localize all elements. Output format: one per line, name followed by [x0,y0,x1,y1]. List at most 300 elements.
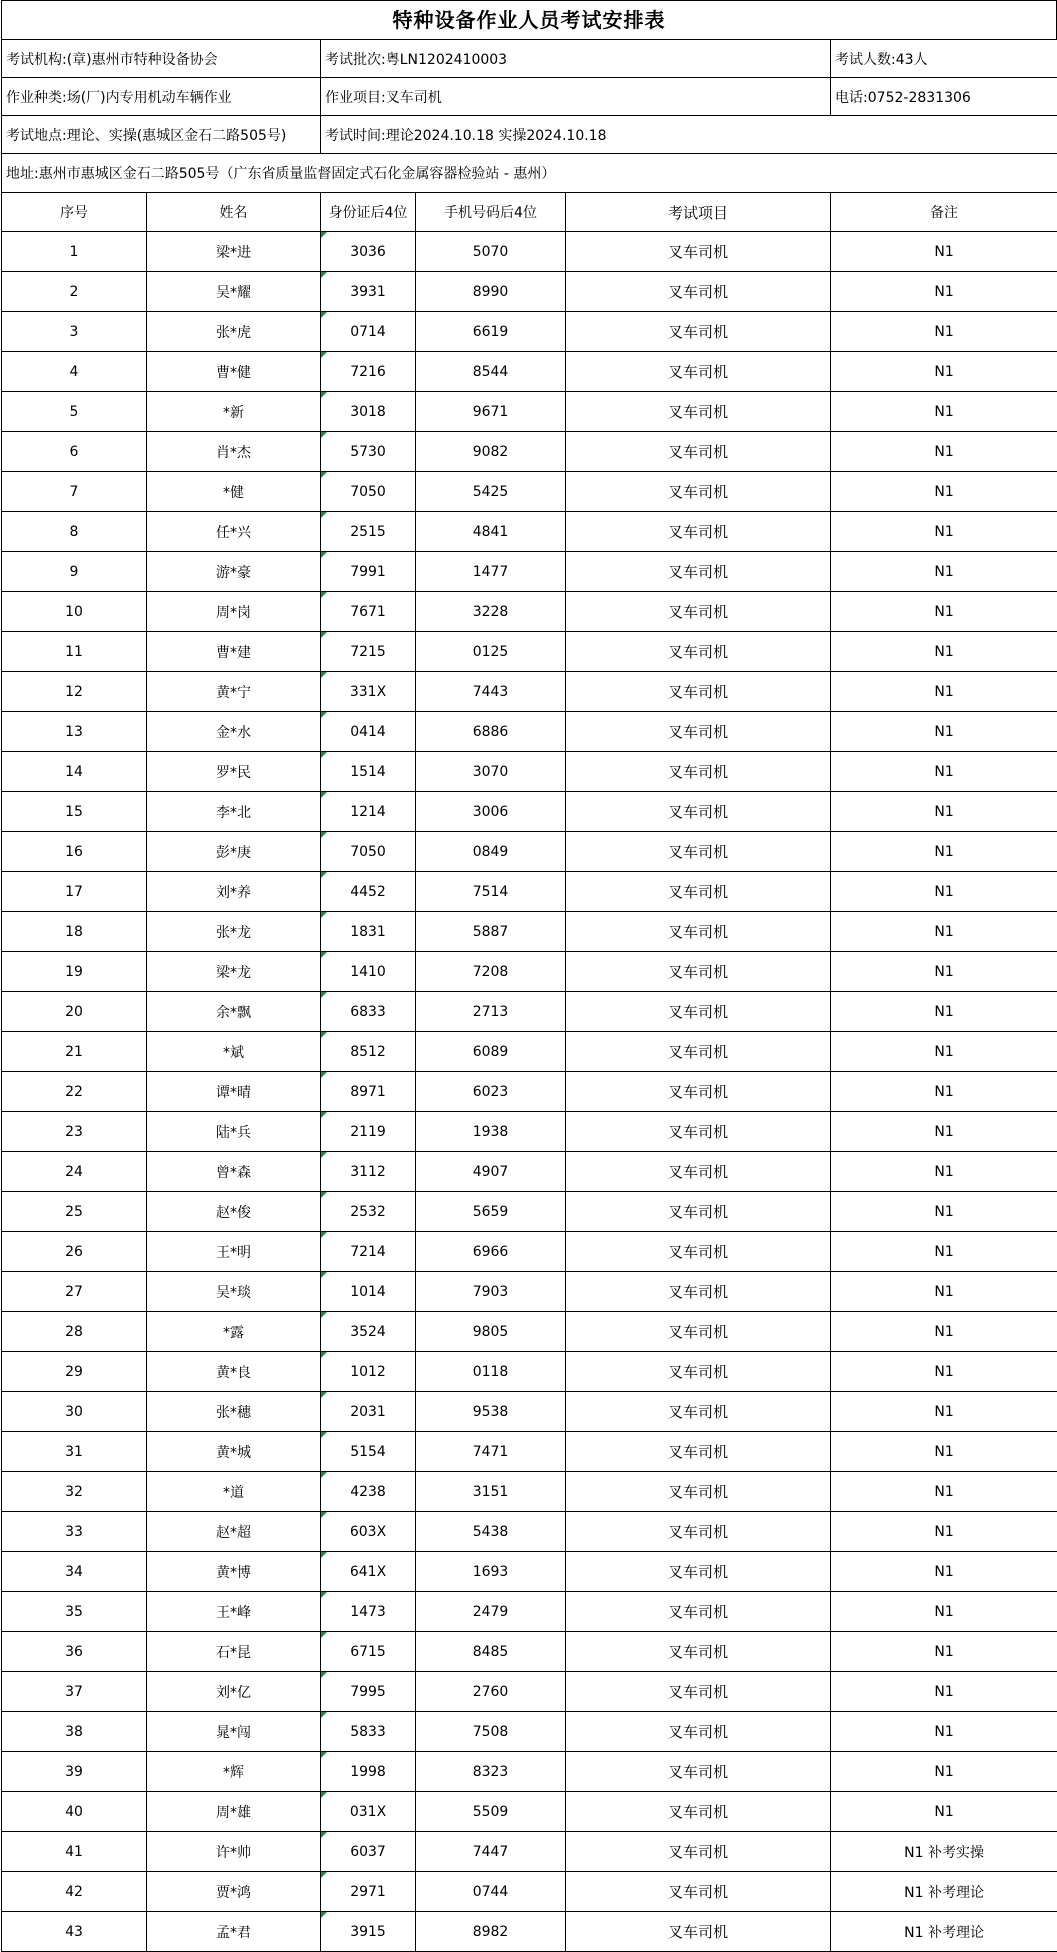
exam-item-cell: 叉车司机 [566,1192,831,1232]
seq-cell: 15 [2,792,147,832]
id-last4-cell: 5154 [321,1432,416,1472]
name-cell: 曹*建 [147,632,321,672]
id-last4-cell: 7991 [321,552,416,592]
id-last4-cell: 331X [321,672,416,712]
seq-cell: 2 [2,272,147,312]
id-last4-cell: 603X [321,1512,416,1552]
remark-cell: N1 [831,992,1057,1032]
name-cell: 贾*鸿 [147,1872,321,1912]
table-row [2,552,1057,592]
header-phone-last4: 手机号码后4位 [416,193,566,232]
id-last4-cell: 1214 [321,792,416,832]
table-row [2,1552,1057,1592]
remark-cell: N1 [831,1592,1057,1632]
id-last4-cell: 4238 [321,1472,416,1512]
id-last4-cell: 5730 [321,432,416,472]
seq-cell: 10 [2,592,147,632]
exam-item-cell: 叉车司机 [566,392,831,432]
phone-last4-cell: 3006 [416,792,566,832]
table-row [2,312,1057,352]
id-last4-cell: 7050 [321,832,416,872]
remark-cell: N1 [831,712,1057,752]
name-cell: 赵*超 [147,1512,321,1552]
name-cell: 张*穗 [147,1392,321,1432]
seq-cell: 41 [2,1832,147,1872]
remark-cell: N1 [831,1312,1057,1352]
id-last4-cell: 2532 [321,1192,416,1232]
name-cell: 王*明 [147,1232,321,1272]
seq-cell: 34 [2,1552,147,1592]
remark-cell: N1 [831,1192,1057,1232]
remark-cell: N1 [831,392,1057,432]
exam-item-cell: 叉车司机 [566,992,831,1032]
name-cell: *道 [147,1472,321,1512]
remark-cell: N1 [831,1472,1057,1512]
name-cell: *露 [147,1312,321,1352]
phone-last4-cell: 0125 [416,632,566,672]
phone-last4-cell: 6619 [416,312,566,352]
seq-cell: 12 [2,672,147,712]
phone-last4-cell: 5887 [416,912,566,952]
id-last4-cell: 0414 [321,712,416,752]
table-row [2,912,1057,952]
phone-last4-cell: 8990 [416,272,566,312]
remark-cell: N1 [831,1072,1057,1112]
remark-cell: N1 [831,1792,1057,1832]
name-cell: 黄*良 [147,1352,321,1392]
exam-item-cell: 叉车司机 [566,1312,831,1352]
id-last4-cell: 1410 [321,952,416,992]
exam-item-cell: 叉车司机 [566,632,831,672]
address-row [2,154,1057,193]
remark-cell: N1 [831,512,1057,552]
seq-cell: 17 [2,872,147,912]
phone-last4-cell: 9805 [416,1312,566,1352]
name-cell: 余*飘 [147,992,321,1032]
exam-item-cell: 叉车司机 [566,1632,831,1672]
exam-count-cell: 考试人数:43人 [831,40,1057,78]
exam-item-cell: 叉车司机 [566,1032,831,1072]
seq-cell: 18 [2,912,147,952]
id-last4-cell: 7671 [321,592,416,632]
seq-cell: 40 [2,1792,147,1832]
phone-last4-cell: 7471 [416,1432,566,1472]
name-cell: 吴*琰 [147,1272,321,1312]
table-row [2,1032,1057,1072]
id-last4-cell: 3524 [321,1312,416,1352]
table-row [2,472,1057,512]
table-row [2,1432,1057,1472]
name-cell: 黄*博 [147,1552,321,1592]
name-cell: 周*雄 [147,1792,321,1832]
id-last4-cell: 1998 [321,1752,416,1792]
phone-last4-cell: 0118 [416,1352,566,1392]
id-last4-cell: 2971 [321,1872,416,1912]
remark-cell: N1 [831,912,1057,952]
phone-last4-cell: 8485 [416,1632,566,1672]
exam-item-cell: 叉车司机 [566,1592,831,1632]
exam-item-cell: 叉车司机 [566,272,831,312]
seq-cell: 42 [2,1872,147,1912]
table-row [2,1792,1057,1832]
table-row [2,832,1057,872]
phone-last4-cell: 3228 [416,592,566,632]
table-row [2,672,1057,712]
name-cell: 曹*健 [147,352,321,392]
name-cell: 游*豪 [147,552,321,592]
name-cell: 黄*城 [147,1432,321,1472]
exam-item-cell: 叉车司机 [566,1392,831,1432]
remark-cell: N1 [831,432,1057,472]
table-row [2,1272,1057,1312]
seq-cell: 24 [2,1152,147,1192]
phone-last4-cell: 2760 [416,1672,566,1712]
id-last4-cell: 7995 [321,1672,416,1712]
phone-last4-cell: 6089 [416,1032,566,1072]
exam-item-cell: 叉车司机 [566,1152,831,1192]
name-cell: 金*水 [147,712,321,752]
table-row [2,712,1057,752]
seq-cell: 1 [2,232,147,272]
remark-cell: N1 [831,872,1057,912]
exam-org-cell: 考试机构:(章)惠州市特种设备协会 [2,40,321,78]
name-cell: 孟*君 [147,1912,321,1952]
table-row [2,1632,1057,1672]
remark-cell: N1 [831,1712,1057,1752]
exam-item-cell: 叉车司机 [566,1512,831,1552]
phone-last4-cell: 6966 [416,1232,566,1272]
phone-last4-cell: 5659 [416,1192,566,1232]
name-cell: 谭*晴 [147,1072,321,1112]
phone-cell: 电话:0752-2831306 [831,78,1057,116]
id-last4-cell: 7215 [321,632,416,672]
exam-item-cell: 叉车司机 [566,952,831,992]
exam-item-cell: 叉车司机 [566,1832,831,1872]
remark-cell: N1 [831,672,1057,712]
job-category-cell: 作业种类:场(厂)内专用机动车辆作业 [2,78,321,116]
id-last4-cell: 3931 [321,272,416,312]
remark-cell: N1 [831,1512,1057,1552]
phone-last4-cell: 0744 [416,1872,566,1912]
seq-cell: 14 [2,752,147,792]
table-row [2,1472,1057,1512]
exam-item-cell: 叉车司机 [566,232,831,272]
exam-item-cell: 叉车司机 [566,512,831,552]
table-row [2,432,1057,472]
remark-cell: N1 [831,1432,1057,1472]
table-row [2,632,1057,672]
table-row [2,1392,1057,1432]
header-exam-item: 考试项目 [566,193,831,232]
exam-item-cell: 叉车司机 [566,352,831,392]
remark-cell: N1 [831,1672,1057,1712]
remark-cell: N1 [831,792,1057,832]
id-last4-cell: 3018 [321,392,416,432]
table-row [2,1232,1057,1272]
phone-last4-cell: 3151 [416,1472,566,1512]
table-row [2,752,1057,792]
id-last4-cell: 1014 [321,1272,416,1312]
seq-cell: 8 [2,512,147,552]
seq-cell: 20 [2,992,147,1032]
name-cell: 周*岗 [147,592,321,632]
id-last4-cell: 6715 [321,1632,416,1672]
remark-cell: N1 [831,552,1057,592]
table-row [2,1072,1057,1112]
id-last4-cell: 7216 [321,352,416,392]
phone-last4-cell: 5070 [416,232,566,272]
name-cell: 许*帅 [147,1832,321,1872]
phone-last4-cell: 7447 [416,1832,566,1872]
table-row [2,512,1057,552]
exam-item-cell: 叉车司机 [566,1672,831,1712]
phone-last4-cell: 2713 [416,992,566,1032]
remark-cell: N1 [831,952,1057,992]
remark-cell: N1 [831,752,1057,792]
name-cell: 刘*养 [147,872,321,912]
phone-last4-cell: 2479 [416,1592,566,1632]
seq-cell: 5 [2,392,147,432]
table-row [2,272,1057,312]
id-last4-cell: 3915 [321,1912,416,1952]
id-last4-cell: 641X [321,1552,416,1592]
remark-cell: N1 [831,312,1057,352]
id-last4-cell: 1473 [321,1592,416,1632]
seq-cell: 30 [2,1392,147,1432]
name-cell: 王*峰 [147,1592,321,1632]
phone-last4-cell: 9538 [416,1392,566,1432]
sheet-title: 特种设备作业人员考试安排表 [1,0,1057,39]
name-cell: 刘*亿 [147,1672,321,1712]
exam-item-cell: 叉车司机 [566,592,831,632]
seq-cell: 13 [2,712,147,752]
name-cell: *健 [147,472,321,512]
table-row [2,1312,1057,1352]
id-last4-cell: 4452 [321,872,416,912]
remark-cell: N1 [831,832,1057,872]
seq-cell: 37 [2,1672,147,1712]
table-header-row [2,193,1057,232]
exam-item-cell: 叉车司机 [566,1872,831,1912]
name-cell: *斌 [147,1032,321,1072]
exam-item-cell: 叉车司机 [566,1552,831,1592]
header-remark: 备注 [831,193,1057,232]
table-row [2,1592,1057,1632]
id-last4-cell: 1012 [321,1352,416,1392]
phone-last4-cell: 5509 [416,1792,566,1832]
phone-last4-cell: 1477 [416,552,566,592]
exam-item-cell: 叉车司机 [566,1232,831,1272]
remark-cell: N1 [831,1272,1057,1312]
exam-schedule-sheet [1,0,1057,1952]
table-row [2,1752,1057,1792]
table-row [2,1872,1057,1912]
seq-cell: 21 [2,1032,147,1072]
table-row [2,592,1057,632]
seq-cell: 35 [2,1592,147,1632]
exam-item-cell: 叉车司机 [566,1792,831,1832]
id-last4-cell: 7050 [321,472,416,512]
name-cell: 彭*庚 [147,832,321,872]
table-row [2,1672,1057,1712]
table-row [2,1912,1057,1952]
remark-cell: N1 [831,472,1057,512]
info-row-2 [2,78,1057,116]
phone-last4-cell: 8982 [416,1912,566,1952]
table-row [2,1712,1057,1752]
name-cell: 肖*杰 [147,432,321,472]
remark-cell: N1 补考实操 [831,1832,1057,1872]
seq-cell: 36 [2,1632,147,1672]
table-row [2,952,1057,992]
seq-cell: 11 [2,632,147,672]
remark-cell: N1 [831,1032,1057,1072]
remark-cell: N1 [831,592,1057,632]
seq-cell: 23 [2,1112,147,1152]
seq-cell: 7 [2,472,147,512]
id-last4-cell: 8512 [321,1032,416,1072]
remark-cell: N1 [831,232,1057,272]
exam-item-cell: 叉车司机 [566,1912,831,1952]
header-seq: 序号 [2,193,147,232]
exam-item-cell: 叉车司机 [566,1072,831,1112]
phone-last4-cell: 1938 [416,1112,566,1152]
header-name: 姓名 [147,193,321,232]
phone-last4-cell: 8544 [416,352,566,392]
phone-last4-cell: 3070 [416,752,566,792]
seq-cell: 32 [2,1472,147,1512]
phone-last4-cell: 9671 [416,392,566,432]
seq-cell: 22 [2,1072,147,1112]
table-row [2,1192,1057,1232]
exam-item-cell: 叉车司机 [566,1712,831,1752]
name-cell: 梁*进 [147,232,321,272]
phone-last4-cell: 5425 [416,472,566,512]
remark-cell: N1 [831,1632,1057,1672]
id-last4-cell: 2119 [321,1112,416,1152]
table-row [2,392,1057,432]
name-cell: 张*虎 [147,312,321,352]
phone-last4-cell: 9082 [416,432,566,472]
id-last4-cell: 3112 [321,1152,416,1192]
seq-cell: 39 [2,1752,147,1792]
id-last4-cell: 6037 [321,1832,416,1872]
exam-schedule-table [1,39,1057,1952]
seq-cell: 3 [2,312,147,352]
phone-last4-cell: 4841 [416,512,566,552]
phone-last4-cell: 7443 [416,672,566,712]
exam-item-cell: 叉车司机 [566,1112,831,1152]
phone-last4-cell: 1693 [416,1552,566,1592]
seq-cell: 38 [2,1712,147,1752]
exam-item-cell: 叉车司机 [566,672,831,712]
exam-item-cell: 叉车司机 [566,432,831,472]
phone-last4-cell: 5438 [416,1512,566,1552]
exam-item-cell: 叉车司机 [566,472,831,512]
seq-cell: 25 [2,1192,147,1232]
id-last4-cell: 1514 [321,752,416,792]
seq-cell: 6 [2,432,147,472]
table-row [2,792,1057,832]
id-last4-cell: 1831 [321,912,416,952]
table-row [2,1512,1057,1552]
phone-last4-cell: 7514 [416,872,566,912]
remark-cell: N1 [831,1112,1057,1152]
id-last4-cell: 0714 [321,312,416,352]
table-row [2,1112,1057,1152]
id-last4-cell: 3036 [321,232,416,272]
exam-item-cell: 叉车司机 [566,1752,831,1792]
id-last4-cell: 2515 [321,512,416,552]
id-last4-cell: 5833 [321,1712,416,1752]
seq-cell: 27 [2,1272,147,1312]
exam-item-cell: 叉车司机 [566,1272,831,1312]
remark-cell: N1 [831,272,1057,312]
seq-cell: 43 [2,1912,147,1952]
exam-location-cell: 考试地点:理论、实操(惠城区金石二路505号) [2,116,321,154]
phone-last4-cell: 8323 [416,1752,566,1792]
name-cell: *辉 [147,1752,321,1792]
name-cell: 晁*闯 [147,1712,321,1752]
name-cell: 曾*森 [147,1152,321,1192]
exam-item-cell: 叉车司机 [566,1432,831,1472]
id-last4-cell: 8971 [321,1072,416,1112]
remark-cell: N1 [831,1392,1057,1432]
exam-item-cell: 叉车司机 [566,752,831,792]
exam-item-cell: 叉车司机 [566,912,831,952]
phone-last4-cell: 7903 [416,1272,566,1312]
exam-batch-cell: 考试批次:粤LN1202410003 [321,40,831,78]
exam-item-cell: 叉车司机 [566,312,831,352]
phone-last4-cell: 7208 [416,952,566,992]
table-row [2,1352,1057,1392]
exam-item-cell: 叉车司机 [566,712,831,752]
name-cell: 赵*俊 [147,1192,321,1232]
seq-cell: 16 [2,832,147,872]
exam-item-cell: 叉车司机 [566,792,831,832]
phone-last4-cell: 7508 [416,1712,566,1752]
name-cell: *新 [147,392,321,432]
info-row-1 [2,40,1057,78]
phone-last4-cell: 4907 [416,1152,566,1192]
job-item-cell: 作业项目:叉车司机 [321,78,831,116]
header-id-last4: 身份证后4位 [321,193,416,232]
exam-item-cell: 叉车司机 [566,832,831,872]
seq-cell: 28 [2,1312,147,1352]
name-cell: 石*昆 [147,1632,321,1672]
remark-cell: N1 [831,1552,1057,1592]
seq-cell: 19 [2,952,147,992]
exam-time-cell: 考试时间:理论2024.10.18 实操2024.10.18 [321,116,1057,154]
exam-item-cell: 叉车司机 [566,1472,831,1512]
table-row [2,872,1057,912]
phone-last4-cell: 6023 [416,1072,566,1112]
name-cell: 黄*宁 [147,672,321,712]
remark-cell: N1 补考理论 [831,1872,1057,1912]
id-last4-cell: 031X [321,1792,416,1832]
seq-cell: 9 [2,552,147,592]
table-row [2,1152,1057,1192]
name-cell: 李*北 [147,792,321,832]
table-row [2,232,1057,272]
remark-cell: N1 [831,632,1057,672]
remark-cell: N1 [831,1232,1057,1272]
seq-cell: 33 [2,1512,147,1552]
seq-cell: 29 [2,1352,147,1392]
table-row [2,352,1057,392]
info-row-3 [2,116,1057,154]
exam-item-cell: 叉车司机 [566,872,831,912]
